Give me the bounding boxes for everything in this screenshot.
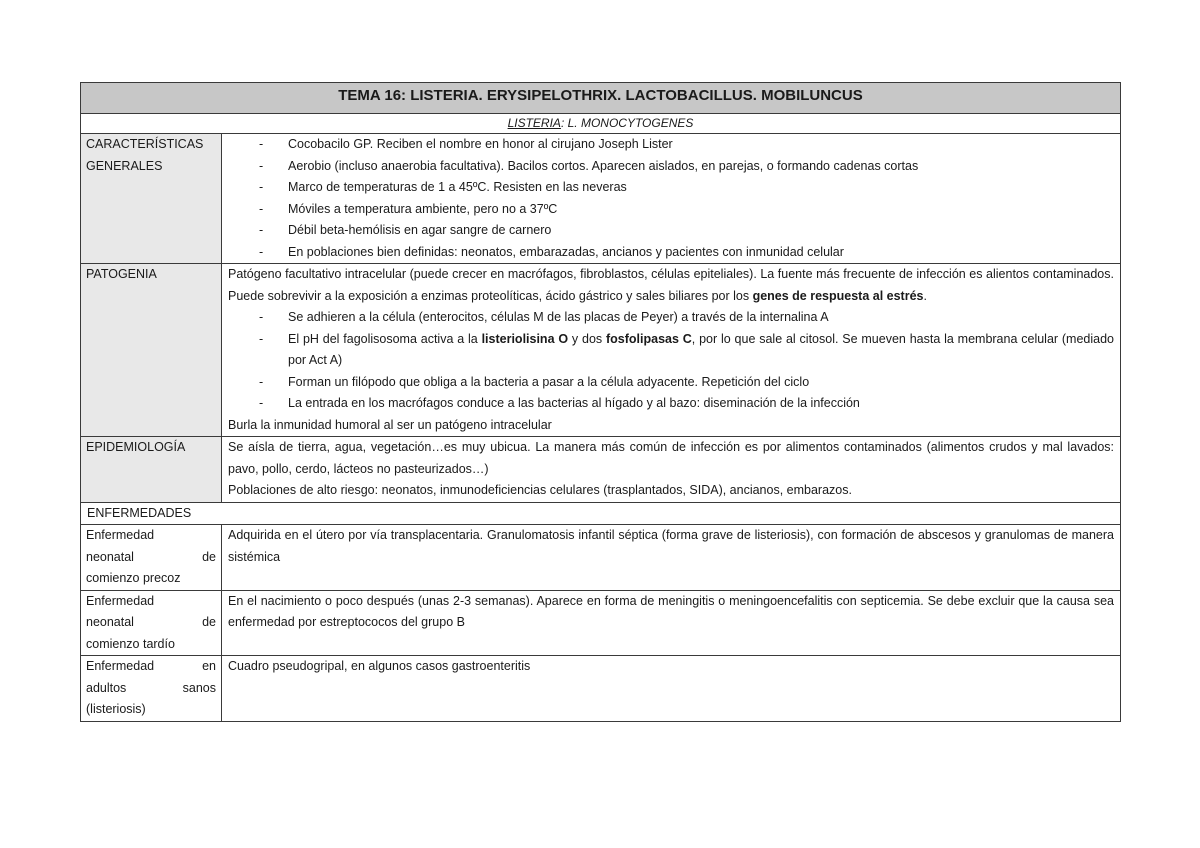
label-enfermedades: ENFERMEDADES — [81, 502, 1121, 525]
label-epidemiologia: EPIDEMIOLOGÍA — [81, 437, 222, 503]
item-text: , por lo que sale al citosol. Se mueven hasta la membrana celular (mediado por Act A) — [288, 331, 1115, 367]
content-patogenia — [222, 264, 1121, 437]
label-disease — [81, 590, 222, 656]
label-word: sanos — [182, 680, 216, 695]
list-item: - Débil beta-hemólisis en agar sangre de carnero — [228, 220, 1114, 242]
epidemiologia-paragraph: Poblaciones de alto riesgo: neonatos, inmunodeficiencias celulares (trasplantados, SIDA), ancianos, embarazos. — [228, 483, 852, 497]
row-disease — [81, 525, 1121, 591]
label-word: neonatal — [86, 549, 134, 564]
row-patogenia — [81, 264, 1121, 437]
disease-label-line — [86, 547, 216, 569]
patogenia-intro — [228, 264, 1114, 307]
disease-description: Adquirida en el útero por vía transplacentaria. Granulomatosis infantil séptica (forma grave de listeriosis), con formación de abscesos y granulomas de manera sistémica — [222, 525, 1121, 591]
list-item: - Se adhieren a la célula (enterocitos, células M de las placas de Peyer) a través de la internalina A — [228, 307, 1114, 329]
label-word: neonatal — [86, 615, 134, 629]
label-word: de — [202, 549, 216, 564]
list-item: - Marco de temperaturas de 1 a 45ºC. Resisten en las neveras — [228, 177, 1114, 199]
bold-listeriolisina: listeriolisina O — [481, 331, 569, 346]
page-title: TEMA 16: LISTERIA. ERYSIPELOTHRIX. LACTOBACILLUS. MOBILUNCUS — [81, 83, 1121, 114]
row-epidemiologia — [81, 437, 1121, 503]
patogenia-bold-genes: genes de respuesta al estrés — [752, 288, 924, 303]
disease-label-line: Enfermedad — [86, 528, 155, 542]
document-page — [80, 82, 1120, 722]
disease-label-line: comienzo tardío — [86, 636, 175, 651]
disease-description: En el nacimiento o poco después (unas 2-3 semanas). Aparece en forma de meningitis o meningoencefalitis con septicemia. Se debe excluir que la causa sea enfermedad por estreptococos del grupo B — [222, 590, 1121, 656]
list-item: - La entrada en los macrófagos conduce a las bacterias al hígado y al bazo: diseminación de la infección — [228, 393, 1114, 415]
disease-label-line: Enfermedad — [86, 593, 155, 608]
patogenia-intro-text: Patógeno facultativo intracelular (puede crecer en macrófagos, fibroblastos, células epiteliales). La fuente más frecuente de infección es alientos contaminados. Puede sobrevivir a la exposición a enzimas proteolíticas, ácido gástrico y sales biliares por los — [228, 267, 1114, 303]
label-caracteristicas: CARACTERÍSTICAS GENERALES — [81, 134, 222, 264]
list-item — [228, 329, 1114, 372]
label-word: de — [202, 615, 216, 629]
patogenia-outro: Burla la inmunidad humoral al ser un patógeno intracelular — [228, 417, 552, 432]
patogenia-list — [228, 307, 1114, 415]
caracteristicas-list — [228, 134, 1114, 263]
subtitle-species: : L. MONOCYTOGENES — [560, 116, 694, 130]
disease-label-line: comienzo precoz — [86, 571, 181, 585]
disease-description: Cuadro pseudogripal, en algunos casos gastroenteritis — [222, 656, 1121, 722]
item-text: El pH del fagolisosoma activa a la — [288, 331, 482, 346]
list-item: - Aerobio (incluso anaerobia facultativa). Bacilos cortos. Aparecen aislados, en parejas, o formando cadenas cortas — [228, 156, 1114, 178]
summary-table — [80, 82, 1121, 722]
row-enfermedades-header — [81, 502, 1121, 525]
row-caracteristicas — [81, 134, 1121, 264]
label-patogenia: PATOGENIA — [81, 264, 222, 437]
subtitle-row — [81, 114, 1121, 134]
item-text: y dos — [568, 331, 606, 346]
bold-fosfolipasas: fosfolipasas C — [605, 331, 692, 346]
content-caracteristicas — [222, 134, 1121, 264]
row-disease — [81, 656, 1121, 722]
patogenia-intro-end: . — [923, 288, 927, 303]
content-epidemiologia — [222, 437, 1121, 503]
disease-label-line — [86, 678, 216, 700]
row-disease — [81, 590, 1121, 656]
label-disease — [81, 525, 222, 591]
disease-label-line: (listeriosis) — [86, 702, 146, 716]
label-word: Enfermedad — [86, 659, 155, 673]
disease-label-line — [86, 612, 216, 634]
label-word: adultos — [86, 680, 127, 695]
title-row — [81, 83, 1121, 114]
disease-label-line — [86, 656, 216, 678]
epidemiologia-paragraph: Se aísla de tierra, agua, vegetación…es muy ubicua. La manera más común de infección es por alimentos contaminados (alimentos crudos y mal lavados: pavo, pollo, cerdo, lácteos no pasteurizados…) — [228, 440, 1114, 476]
section-subtitle — [81, 114, 1121, 134]
list-item: - Cocobacilo GP. Reciben el nombre en honor al cirujano Joseph Lister — [228, 134, 1114, 156]
list-item: - Forman un filópodo que obliga a la bacteria a pasar a la célula adyacente. Repetición del ciclo — [228, 372, 1114, 394]
label-word: en — [202, 659, 216, 673]
label-disease — [81, 656, 222, 722]
list-item: - Móviles a temperatura ambiente, pero no a 37ºC — [228, 199, 1114, 221]
list-item: - En poblaciones bien definidas: neonatos, embarazadas, ancianos y pacientes con inmunidad celular — [228, 242, 1114, 264]
subtitle-genus: LISTERIA — [507, 116, 561, 130]
